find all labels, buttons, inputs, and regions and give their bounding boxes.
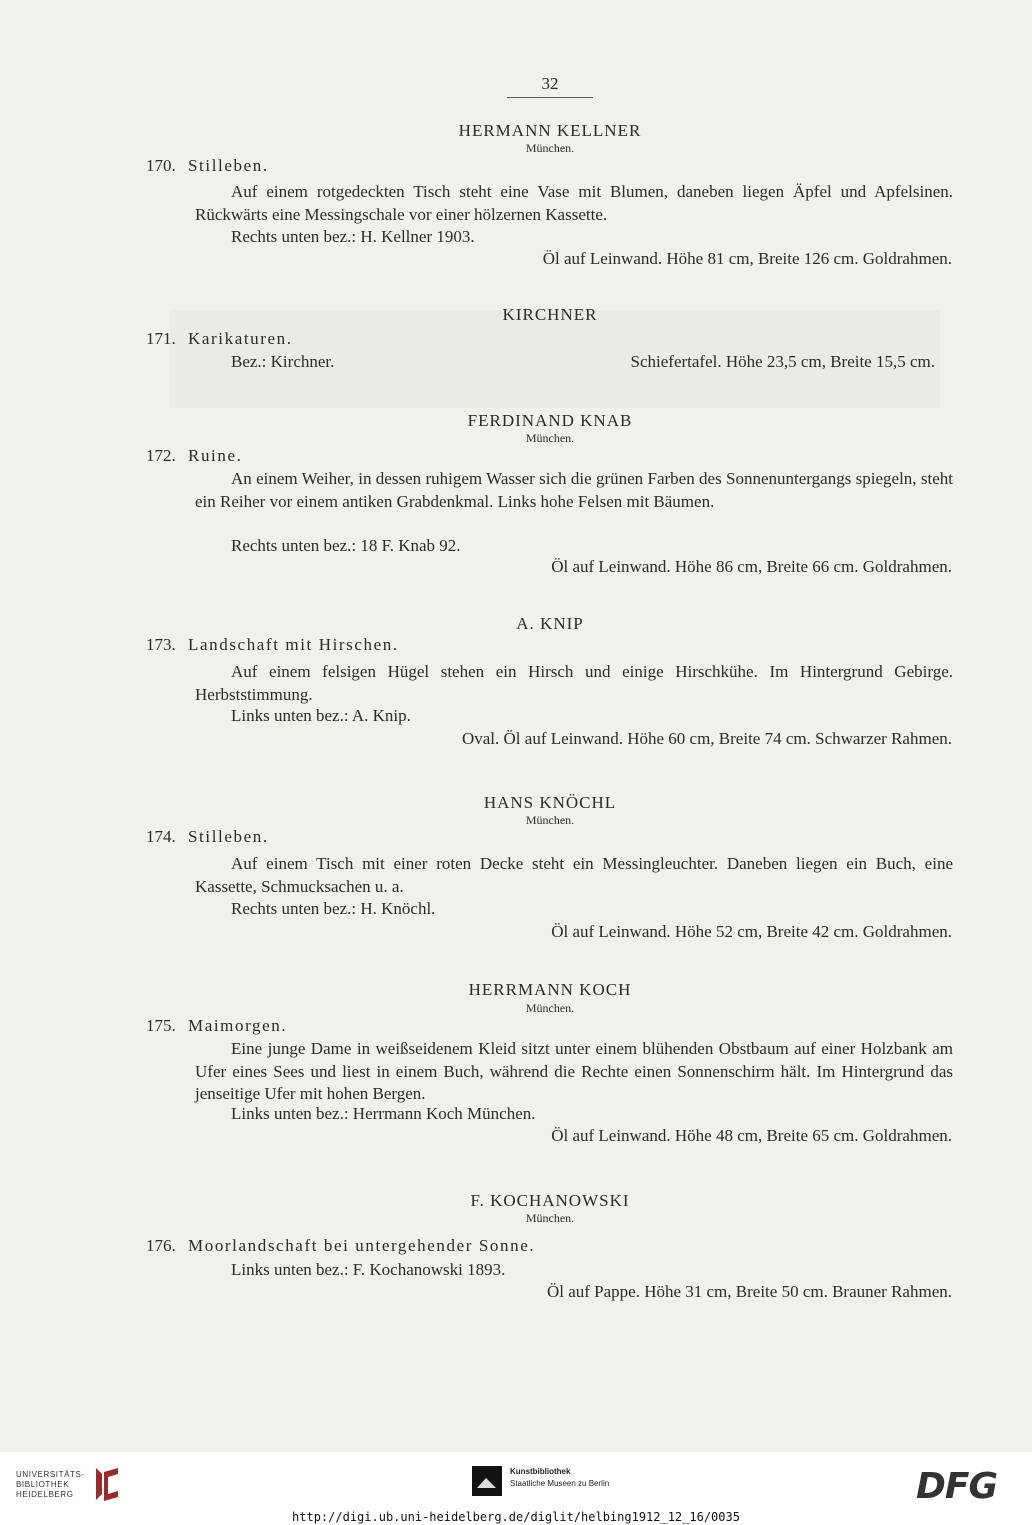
catalog-entry-heading bbox=[146, 827, 269, 847]
entry-medium: Öl auf Leinwand. Höhe 48 cm, Breite 65 cm. Goldrahmen. bbox=[551, 1126, 952, 1145]
catalog-entry-heading bbox=[146, 635, 399, 655]
page-number: 32 bbox=[541, 74, 559, 93]
entry-medium: Öl auf Leinwand. Höhe 52 cm, Breite 42 cm. Goldrahmen. bbox=[551, 922, 952, 941]
artist-city: München. bbox=[525, 141, 575, 155]
entry-title: Ruine. bbox=[188, 446, 243, 465]
artist-name: A. KNIP bbox=[516, 614, 584, 633]
catalog-entry-heading bbox=[146, 1016, 287, 1036]
entry-medium: Öl auf Leinwand. Höhe 86 cm, Breite 66 cm. Goldrahmen. bbox=[551, 557, 952, 576]
page-number-rule bbox=[507, 97, 593, 98]
entry-number: 174. bbox=[146, 827, 176, 846]
entry-medium: Öl auf Pappe. Höhe 31 cm, Breite 50 cm. Brauner Rahmen. bbox=[546, 1282, 952, 1301]
entry-number: 176. bbox=[146, 1236, 176, 1255]
kunstbibliothek-logo-icon bbox=[472, 1466, 502, 1496]
entry-description: Auf einem Tisch mit einer roten Decke steht ein Messingleuchter. Daneben liegen ein Buch, eine Kassette, Schmucksachen u. a. bbox=[195, 854, 953, 896]
artist-city: München. bbox=[525, 1211, 575, 1225]
artist-name: FERDINAND KNAB bbox=[467, 411, 633, 430]
catalog-entry-heading bbox=[146, 329, 293, 349]
artist-name: KIRCHNER bbox=[502, 305, 598, 324]
entry-number: 170. bbox=[146, 156, 176, 175]
kunstbibliothek-title: Kunstbibliothek bbox=[510, 1467, 571, 1476]
entry-signature: Links unten bez.: Herrmann Koch München. bbox=[231, 1104, 536, 1123]
entry-number: 172. bbox=[146, 446, 176, 465]
university-logo-line: HEIDELBERG bbox=[16, 1490, 74, 1499]
entry-number: 175. bbox=[146, 1016, 176, 1035]
entry-title: Karikaturen. bbox=[188, 329, 293, 348]
permalink-url[interactable]: http://digi.ub.uni-heidelberg.de/diglit/helbing1912_12_16/0035 bbox=[292, 1510, 740, 1524]
catalog-entry-heading bbox=[146, 1236, 535, 1256]
entry-description: An einem Weiher, in dessen ruhigem Wasser sich die grünen Farben des Sonnenuntergangs spiegeln, steht ein Reiher vor einem antiken Grabdenkmal. Links hohe Felsen mit Bäumen. bbox=[195, 469, 953, 511]
entry-number: 173. bbox=[146, 635, 176, 654]
entry-title: Stilleben. bbox=[188, 156, 269, 175]
university-logo-line: UNIVERSITÄTS- bbox=[16, 1470, 85, 1479]
entry-title: Landschaft mit Hirschen. bbox=[188, 635, 399, 654]
dfg-logo[interactable]: DFG bbox=[916, 1466, 998, 1507]
entry-description: Eine junge Dame in weißseidenem Kleid sitzt unter einem blühenden Obstbaum auf einer Holzbank am Ufer eines Sees und liest in einem Buch, während die Rechte einen Sonnenschirm hält. Im Hintergrund das jenseitige Ufer mit hohen Bergen. bbox=[195, 1039, 953, 1103]
entry-number: 171. bbox=[146, 329, 176, 348]
entry-title: Stilleben. bbox=[188, 827, 269, 846]
entry-description: Auf einem rotgedeckten Tisch steht eine Vase mit Blumen, daneben liegen Äpfel und Apfelsinen. Rückwärts eine Messingschale vor einer hölzernen Kassette. bbox=[195, 182, 953, 224]
entry-title: Moorlandschaft bei untergehender Sonne. bbox=[188, 1236, 536, 1255]
artist-city: München. bbox=[525, 813, 575, 827]
entry-description: Auf einem felsigen Hügel stehen ein Hirsch und einige Hirschkühe. Im Hintergrund Gebirge. Herbststimmung. bbox=[195, 662, 953, 704]
entry-title: Maimorgen. bbox=[188, 1016, 288, 1035]
artist-name: F. KOCHANOWSKI bbox=[470, 1191, 630, 1210]
artist-name: HANS KNÖCHL bbox=[483, 793, 617, 812]
entry-signature: Links unten bez.: F. Kochanowski 1893. bbox=[231, 1260, 506, 1279]
kunstbibliothek-subtitle: Staatliche Museen zu Berlin bbox=[510, 1479, 610, 1488]
entry-medium: Oval. Öl auf Leinwand. Höhe 60 cm, Breite 74 cm. Schwarzer Rahmen. bbox=[461, 729, 952, 748]
university-emblem-icon bbox=[92, 1464, 124, 1509]
catalog-entry-heading bbox=[146, 446, 242, 466]
entry-signature: Links unten bez.: A. Knip. bbox=[231, 706, 411, 725]
artist-name: HERMANN KELLNER bbox=[458, 121, 642, 140]
catalog-entry-heading bbox=[146, 156, 269, 176]
entry-signature: Rechts unten bez.: H. Knöchl. bbox=[231, 899, 436, 918]
viewer-footer bbox=[0, 1452, 1032, 1525]
university-logo-line: BIBLIOTHEK bbox=[16, 1480, 70, 1489]
university-library-logo[interactable] bbox=[16, 1470, 85, 1500]
entry-signature: Rechts unten bez.: 18 F. Knab 92. bbox=[231, 536, 461, 555]
entry-medium: Schiefertafel. Höhe 23,5 cm, Breite 15,5 cm. bbox=[630, 352, 935, 371]
entry-signature: Bez.: Kirchner. bbox=[231, 352, 335, 371]
entry-signature: Rechts unten bez.: H. Kellner 1903. bbox=[231, 227, 475, 246]
entry-medium: Öl auf Leinwand. Höhe 81 cm, Breite 126 cm. Goldrahmen. bbox=[542, 249, 952, 268]
kunstbibliothek-logo[interactable] bbox=[510, 1466, 609, 1490]
artist-name: HERRMANN KOCH bbox=[468, 980, 632, 999]
artist-city: München. bbox=[525, 1001, 575, 1015]
artist-city: München. bbox=[525, 431, 575, 445]
